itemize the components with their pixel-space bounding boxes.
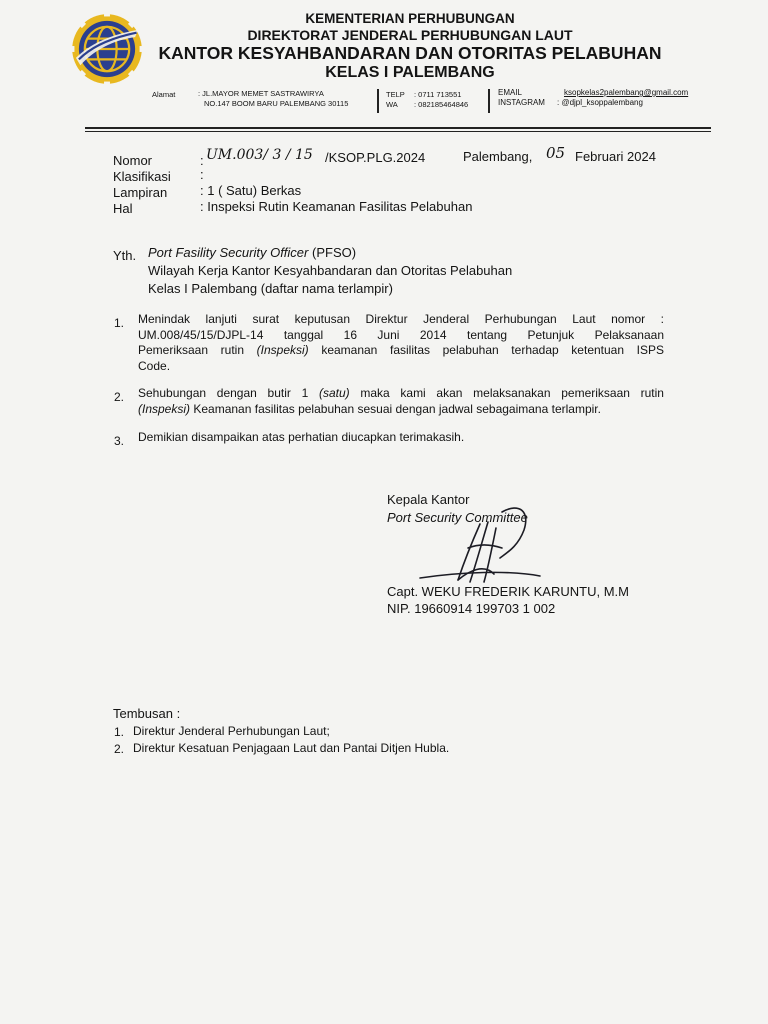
text-run: maka kami akan melaksanakan pemeriksaan rutin: [360, 386, 664, 400]
date-month-year: Februari 2024: [575, 149, 656, 164]
paragraph-line: [138, 386, 664, 402]
text-run-italic: (Inspeksi): [256, 343, 309, 357]
item-number: 2.: [114, 742, 125, 756]
email-label: EMAIL: [498, 88, 523, 97]
address-label: Alamat: [152, 90, 176, 99]
addressee-line-2: Wilayah Kerja Kantor Kesyahbandaran dan Otoritas Pelabuhan: [148, 263, 513, 278]
nomor-handwritten: UM.003/ 3 / 15: [206, 147, 313, 163]
date-day-handwritten: 05: [546, 144, 566, 162]
divider: [377, 89, 379, 113]
text-run: Keamanan fasilitas pelabuhan sesuai dengan jadwal sebagaimana terlampir.: [193, 401, 601, 416]
text-run-italic: (Inspeksi): [138, 401, 191, 416]
tembusan-item: Direktur Jenderal Perhubungan Laut;: [133, 724, 330, 738]
lampiran-label: Lampiran: [113, 185, 168, 200]
body-paragraph-3: Demikian disampaikan atas perhatian diucapkan terimakasih.: [138, 430, 465, 444]
office-class: KELAS I PALEMBANG: [325, 64, 495, 81]
office-name: KANTOR KESYAHBANDARAN DAN OTORITAS PELABUHAN: [158, 43, 662, 63]
nomor-colon: :: [200, 153, 204, 168]
instagram-label: INSTAGRAM: [498, 98, 545, 107]
letterhead-rule-thin: [85, 131, 711, 132]
klasifikasi-label: Klasifikasi: [113, 169, 171, 184]
handwritten-signature-icon: [410, 498, 560, 593]
instagram-handle: : @djpl_ksoppalembang: [557, 98, 643, 107]
addressee-line-1: [148, 245, 356, 261]
hal-value: : Inspeksi Rutin Keamanan Fasilitas Pelabuhan: [200, 199, 473, 214]
wa-value: : 082185464846: [414, 100, 469, 109]
klasifikasi-value: :: [200, 167, 204, 182]
lampiran-value: : 1 ( Satu) Berkas: [200, 183, 302, 198]
yth-label: Yth.: [113, 248, 137, 263]
date-place: Palembang,: [463, 149, 533, 164]
signatory-title: Kepala Kantor: [387, 492, 470, 507]
item-number: 3.: [114, 434, 125, 448]
signatory-nip: NIP. 19660914 199703 1 002: [387, 601, 556, 616]
telp-value: : 0711 713551: [414, 90, 462, 99]
text-run: Pemeriksaan rutin: [138, 343, 245, 357]
address-line-1: : JL.MAYOR MEMET SASTRAWIRYA: [198, 89, 324, 98]
hal-label: Hal: [113, 201, 133, 216]
addressee-line-3: Kelas I Palembang (daftar nama terlampir): [148, 281, 393, 296]
divider: [488, 89, 490, 113]
nomor-suffix: /KSOP.PLG.2024: [325, 150, 426, 165]
addressee-abbrev: (PFSO): [312, 245, 357, 260]
ministry-name: KEMENTERIAN PERHUBUNGAN: [305, 11, 515, 26]
wa-label: WA: [386, 100, 398, 109]
address-line-2: NO.147 BOOM BARU PALEMBANG 30115: [204, 99, 349, 108]
ministry-logo-icon: [70, 12, 144, 86]
body-paragraph-2: [138, 386, 664, 417]
text-run: keamanan fasilitas pelabuhan terhadap ketentuan ISPS: [321, 343, 664, 357]
item-number: 2.: [114, 390, 125, 404]
telp-label: TELP: [386, 90, 405, 99]
letterhead-rule-thick: [85, 127, 711, 129]
directorate-name: DIREKTORAT JENDERAL PERHUBUNGAN LAUT: [247, 27, 573, 43]
nomor-label: Nomor: [113, 153, 153, 168]
item-number: 1.: [114, 316, 125, 330]
tembusan-label: Tembusan :: [113, 706, 181, 721]
signatory-committee: Port Security Committee: [387, 510, 528, 525]
paragraph-line: [138, 343, 664, 359]
item-number: 1.: [114, 725, 125, 739]
paragraph-line: UM.008/45/15/DJPL-14 tanggal 16 Juni 2014 tentang Petunjuk Pelaksanaan: [138, 327, 664, 342]
text-run-italic: (satu): [318, 386, 350, 400]
paragraph-line: Code.: [138, 358, 171, 373]
signatory-name: Capt. WEKU FREDERIK KARUNTU, M.M: [387, 584, 629, 599]
paragraph-line: Menindak lanjuti surat keputusan Direktur Jenderal Perhubungan Laut nomor :: [138, 312, 664, 326]
tembusan-item: Direktur Kesatuan Penjagaan Laut dan Pantai Ditjen Hubla.: [133, 741, 450, 755]
paragraph-line: [138, 402, 664, 418]
body-paragraph-1: [138, 312, 664, 374]
addressee-title: Port Fasility Security Officer: [148, 245, 309, 260]
email-link[interactable]: ksopkelas2palembang@gmail.com: [564, 88, 689, 97]
text-run: Sehubungan dengan butir 1: [138, 386, 309, 400]
